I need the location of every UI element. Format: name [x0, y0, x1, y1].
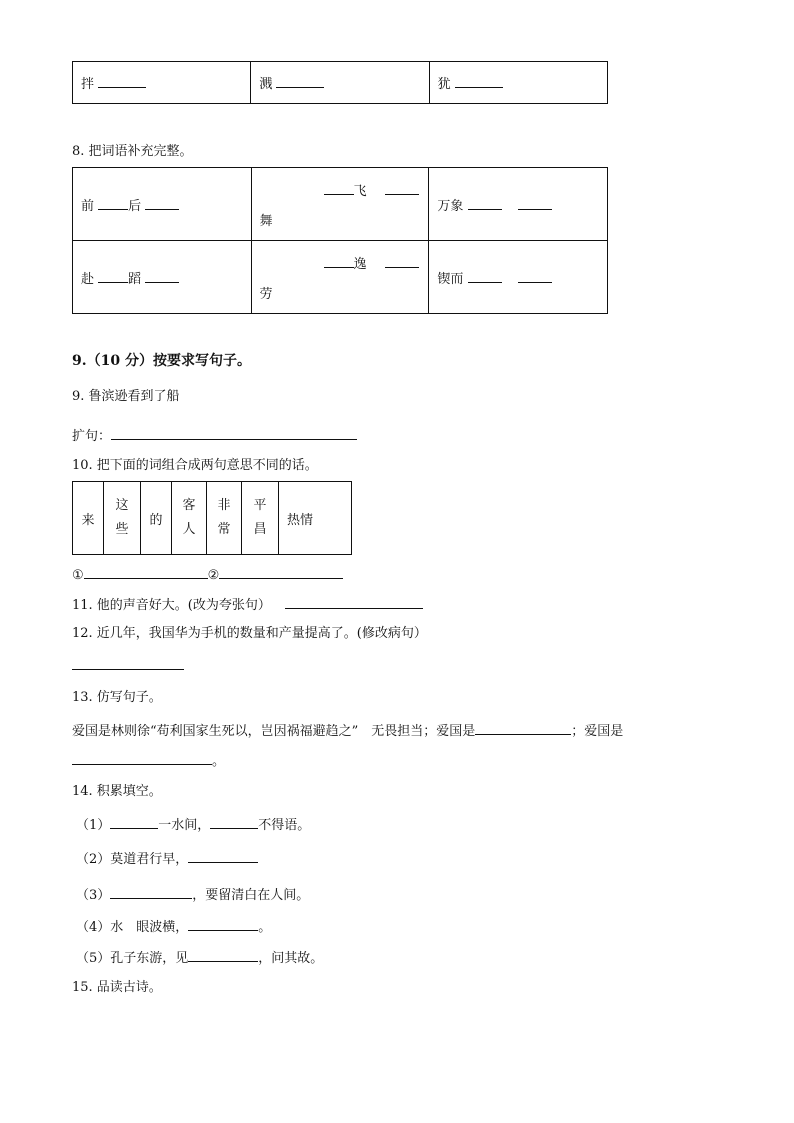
word-part: 蹈 — [128, 271, 142, 287]
question-9-answer-line — [72, 425, 357, 446]
item-text: 不得语。 — [258, 818, 311, 833]
answer-blank[interactable] — [110, 814, 158, 829]
section-heading: 9.（10 分）按要求写句子。 — [72, 353, 251, 369]
word-cell — [73, 482, 104, 555]
word-cell — [141, 482, 172, 555]
sentence-text: 。 — [212, 754, 226, 769]
fill-item-4 — [76, 916, 271, 937]
item-text: ，问其故。 — [258, 951, 324, 966]
word-char: 来 — [81, 512, 95, 528]
answer-blank[interactable] — [98, 73, 146, 88]
item-text: 。 — [258, 920, 272, 935]
word-cell — [104, 482, 141, 555]
table-cell — [251, 62, 429, 104]
word-char: 人 — [182, 522, 196, 537]
answer-marker: ② — [207, 568, 220, 583]
word-box-table — [72, 481, 352, 555]
answer-blank[interactable] — [72, 655, 184, 670]
word-char: 昌 — [253, 522, 267, 537]
answer-label: 扩句： — [72, 429, 112, 444]
answer-blank[interactable] — [84, 564, 208, 579]
item-text: （2）莫道君行早， — [76, 852, 189, 867]
word-cell — [242, 482, 279, 555]
word-part: 锲而 — [437, 271, 464, 287]
word-char: 平 — [253, 498, 267, 513]
question-9: 9. 鲁滨逊看到了船 — [72, 389, 180, 404]
table-cell — [251, 241, 429, 314]
word-part: 劳 — [259, 287, 273, 302]
answer-blank[interactable] — [324, 253, 354, 268]
answer-blank[interactable] — [98, 195, 128, 210]
question-8-title: 8. 把词语补充完整。 — [72, 144, 193, 159]
char-label: 犹 — [437, 77, 451, 92]
answer-blank[interactable] — [219, 564, 343, 579]
table-cell — [429, 241, 608, 314]
word-part: 万象 — [437, 198, 464, 214]
answer-blank[interactable] — [111, 425, 357, 440]
answer-blank[interactable] — [276, 73, 324, 88]
question-13: 13. 仿写句子。 — [72, 690, 162, 705]
fill-item-1 — [76, 814, 310, 835]
answer-blank[interactable] — [468, 268, 502, 283]
item-text: （5）孔子东游，见 — [76, 951, 189, 966]
table-cell — [73, 168, 252, 241]
sentence-text: 爱国是林则徐“苟利国家生死以，岂因祸福避趋之” 无畏担当；爱国是 — [72, 724, 476, 739]
fill-item-5 — [76, 947, 323, 968]
word-char: 这 — [115, 498, 129, 513]
word-char: 热情 — [287, 512, 314, 528]
answer-blank[interactable] — [455, 73, 503, 88]
word-char: 些 — [115, 522, 129, 537]
item-text: 一水间， — [158, 818, 211, 833]
word-char: 常 — [217, 522, 231, 537]
answer-blank[interactable] — [188, 916, 258, 931]
table-cell — [73, 62, 251, 104]
item-text: （4）水 眼波横， — [76, 920, 189, 935]
answer-blank[interactable] — [188, 848, 258, 863]
table-cell — [429, 62, 607, 104]
answer-blank[interactable] — [145, 268, 179, 283]
word-part: 赴 — [81, 271, 95, 287]
word-part: 逸 — [353, 257, 367, 272]
word-cell — [207, 482, 242, 555]
word-cell — [172, 482, 207, 555]
answer-blank[interactable] — [145, 195, 179, 210]
word-cell — [279, 482, 352, 555]
answer-blank[interactable] — [188, 947, 258, 962]
question-14: 14. 积累填空。 — [72, 784, 162, 799]
fill-item-3 — [76, 884, 309, 905]
question-12: 12. 近几年，我国华为手机的数量和产量提高了。(修改病句） — [72, 626, 427, 641]
question-11 — [72, 594, 423, 615]
answer-blank[interactable] — [72, 750, 212, 765]
question-10-answer-line — [72, 564, 343, 585]
word-char: 非 — [217, 498, 231, 513]
word-completion-table — [72, 167, 608, 314]
answer-blank[interactable] — [468, 195, 502, 210]
question-10: 10. 把下面的词组合成两句意思不同的话。 — [72, 458, 318, 473]
answer-blank[interactable] — [518, 195, 552, 210]
word-char: 客 — [182, 498, 196, 513]
item-text: ，要留清白在人间。 — [192, 888, 310, 903]
word-part: 飞 — [353, 184, 367, 199]
item-text: （3） — [76, 888, 111, 903]
answer-blank[interactable] — [475, 720, 571, 735]
question-13-line1 — [72, 720, 623, 741]
question-15: 15. 品读古诗。 — [72, 980, 162, 995]
answer-blank[interactable] — [518, 268, 552, 283]
char-label: 溅 — [259, 77, 273, 92]
char-label: 拌 — [81, 77, 95, 92]
table-cell — [429, 168, 608, 241]
fill-item-2 — [76, 848, 258, 869]
word-part: 舞 — [259, 214, 273, 229]
question-13-line2 — [72, 750, 225, 771]
word-char: 的 — [149, 512, 163, 528]
answer-blank[interactable] — [385, 180, 419, 195]
word-part: 后 — [128, 198, 142, 214]
answer-blank[interactable] — [324, 180, 354, 195]
table-cell — [73, 241, 252, 314]
answer-blank[interactable] — [110, 884, 192, 899]
word-part: 前 — [81, 198, 95, 214]
sentence-text: ；爱国是 — [571, 724, 624, 739]
answer-blank[interactable] — [385, 253, 419, 268]
answer-blank[interactable] — [98, 268, 128, 283]
table-cell — [251, 168, 429, 241]
item-text: （1） — [76, 818, 111, 833]
answer-marker: ① — [72, 568, 84, 583]
answer-blank[interactable] — [285, 594, 423, 609]
answer-blank[interactable] — [210, 814, 258, 829]
question-text: 11. 他的声音好大。(改为夸张句） — [72, 598, 271, 613]
pinyin-table — [72, 61, 608, 104]
